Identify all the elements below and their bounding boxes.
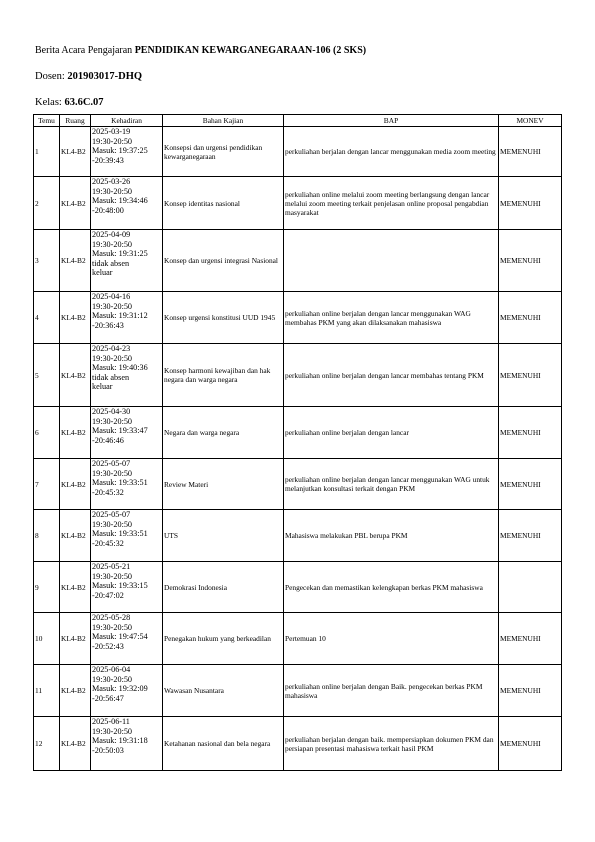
attendance-line: -20:45:32: [92, 487, 124, 497]
attendance-line: 19:30-20:50: [92, 239, 133, 249]
attendance-line: 19:30-20:50: [92, 301, 133, 311]
attendance-line: Masuk: 19:31:18: [92, 736, 148, 746]
attendance-line: -20:56:47: [92, 693, 124, 703]
attendance-line: 19:30-20:50: [92, 353, 133, 363]
attendance-line: 19:30-20:50: [92, 136, 133, 146]
report-title: [35, 45, 366, 56]
cell-kehadiran: [91, 665, 163, 717]
cell-monev: MEMENUHI: [499, 292, 562, 344]
table-row: [34, 127, 562, 177]
attendance-line: Masuk: 19:32:09: [92, 684, 148, 694]
cell-kehadiran: [91, 177, 163, 230]
class-value: 63.6C.07: [64, 97, 104, 108]
cell-ruang: KL4-B2: [60, 510, 91, 562]
cell-bahan-kajian: Demokrasi Indonesia: [163, 562, 284, 613]
cell-bahan-kajian: Konsep harmoni kewajiban dan hak negara dan warga negara: [163, 344, 284, 407]
attendance-line: 2025-05-07: [92, 510, 131, 519]
cell-monev: MEMENUHI: [499, 344, 562, 407]
lecturer-value: 201903017-DHQ: [67, 71, 143, 82]
cell-ruang: KL4-B2: [60, 127, 91, 177]
cell-bahan-kajian: Penegakan hukum yang berkeadilan: [163, 613, 284, 665]
cell-ruang: KL4-B2: [60, 613, 91, 665]
attendance-line: tidak absen: [92, 372, 130, 382]
cell-bap: Mahasiswa melakukan PBL berupa PKM: [284, 510, 499, 562]
attendance-line: -20:47:02: [92, 590, 124, 600]
cell-temu: 7: [34, 459, 60, 510]
cell-kehadiran: [91, 344, 163, 407]
attendance-line: Masuk: 19:31:25: [92, 249, 148, 259]
cell-kehadiran: [91, 562, 163, 613]
attendance-line: Masuk: 19:33:47: [92, 426, 148, 436]
teaching-log-table: [33, 114, 562, 771]
cell-monev: MEMENUHI: [499, 665, 562, 717]
cell-bahan-kajian: Konsep urgensi konstitusi UUD 1945: [163, 292, 284, 344]
cell-bahan-kajian: UTS: [163, 510, 284, 562]
cell-monev: MEMENUHI: [499, 613, 562, 665]
cell-kehadiran: [91, 230, 163, 292]
lecturer-label: Dosen:: [35, 71, 65, 82]
attendance-line: Masuk: 19:31:12: [92, 311, 148, 321]
attendance-line: 2025-04-30: [92, 407, 131, 416]
attendance-line: 2025-05-28: [92, 613, 131, 622]
col-header-monev: MONEV: [499, 115, 562, 127]
cell-bap: perkuliahan online berjalan dengan lancar menggunakan WAG membahas PKM yang akan dilaksanakan mahasiswa: [284, 292, 499, 344]
attendance-line: 19:30-20:50: [92, 674, 133, 684]
attendance-line: 2025-04-16: [92, 292, 131, 301]
attendance-line: 2025-04-09: [92, 230, 131, 239]
table-header-row: [34, 115, 562, 127]
table-body: [34, 127, 562, 771]
attendance-line: Masuk: 19:33:51: [92, 529, 148, 539]
attendance-line: 2025-05-21: [92, 562, 131, 571]
col-header-temu: Temu: [34, 115, 60, 127]
table-row: [34, 344, 562, 407]
cell-bap: perkuliahan online melalui zoom meeting berlangsung dengan lancar melalui zoom meeting terkait penjelasan online proposal pengabdian masyarakat: [284, 177, 499, 230]
cell-ruang: KL4-B2: [60, 230, 91, 292]
cell-bap: perkuliahan online berjalan dengan lancar menggunakan WAG untuk melanjutkan konsultasi terkait dengan PKM: [284, 459, 499, 510]
attendance-line: 19:30-20:50: [92, 186, 133, 196]
cell-bahan-kajian: Konsepsi dan urgensi pendidikan kewarganegaraan: [163, 127, 284, 177]
cell-ruang: KL4-B2: [60, 344, 91, 407]
cell-bap: [284, 230, 499, 292]
cell-ruang: KL4-B2: [60, 177, 91, 230]
attendance-line: 19:30-20:50: [92, 468, 133, 478]
attendance-line: Masuk: 19:40:36: [92, 363, 148, 373]
attendance-line: -20:36:43: [92, 320, 124, 330]
cell-temu: 6: [34, 407, 60, 459]
attendance-line: 19:30-20:50: [92, 726, 133, 736]
cell-bap: perkuliahan berjalan dengan baik. mempersiapkan dokumen PKM dan persiapan presentasi mahasiswa terkait hasil PKM: [284, 717, 499, 771]
cell-bap: perkuliahan berjalan dengan lancar menggunakan media zoom meeting: [284, 127, 499, 177]
cell-ruang: KL4-B2: [60, 717, 91, 771]
attendance-line: 19:30-20:50: [92, 571, 133, 581]
attendance-line: 2025-06-11: [92, 717, 130, 726]
attendance-line: 19:30-20:50: [92, 416, 133, 426]
lecturer-line: [35, 71, 142, 82]
col-header-kehadiran: Kehadiran: [91, 115, 163, 127]
table-row: [34, 562, 562, 613]
cell-kehadiran: [91, 459, 163, 510]
cell-kehadiran: [91, 292, 163, 344]
attendance-line: 2025-05-07: [92, 459, 131, 468]
attendance-line: -20:45:32: [92, 538, 124, 548]
cell-kehadiran: [91, 127, 163, 177]
cell-bap: Pertemuan 10: [284, 613, 499, 665]
attendance-line: -20:50:03: [92, 745, 124, 755]
class-line: [35, 97, 104, 108]
attendance-line: -20:39:43: [92, 155, 124, 165]
attendance-line: 2025-03-26: [92, 177, 131, 186]
title-prefix: Berita Acara Pengajaran: [35, 45, 133, 56]
attendance-line: 2025-03-19: [92, 127, 131, 136]
cell-bap: Pengecekan dan memastikan kelengkapan berkas PKM mahasiswa: [284, 562, 499, 613]
attendance-line: 19:30-20:50: [92, 519, 133, 529]
cell-bap: perkuliahan online berjalan dengan Baik. pengecekan berkas PKM mahasiswa: [284, 665, 499, 717]
table-row: [34, 292, 562, 344]
cell-ruang: KL4-B2: [60, 562, 91, 613]
attendance-line: Masuk: 19:34:46: [92, 196, 148, 206]
cell-temu: 11: [34, 665, 60, 717]
cell-ruang: KL4-B2: [60, 292, 91, 344]
cell-bahan-kajian: Ketahanan nasional dan bela negara: [163, 717, 284, 771]
cell-monev: MEMENUHI: [499, 407, 562, 459]
cell-monev: MEMENUHI: [499, 230, 562, 292]
cell-bap: perkuliahan online berjalan dengan lancar: [284, 407, 499, 459]
cell-temu: 2: [34, 177, 60, 230]
table-row: [34, 230, 562, 292]
attendance-line: 2025-04-23: [92, 344, 131, 353]
attendance-line: Masuk: 19:47:54: [92, 632, 148, 642]
attendance-line: 19:30-20:50: [92, 622, 133, 632]
cell-kehadiran: [91, 510, 163, 562]
attendance-line: keluar: [92, 382, 113, 392]
table-row: [34, 459, 562, 510]
cell-monev: MEMENUHI: [499, 459, 562, 510]
cell-bahan-kajian: Wawasan Nusantara: [163, 665, 284, 717]
cell-temu: 10: [34, 613, 60, 665]
attendance-line: -20:48:00: [92, 205, 124, 215]
class-label: Kelas:: [35, 97, 62, 108]
cell-ruang: KL4-B2: [60, 665, 91, 717]
col-header-bahan-kajian: Bahan Kajian: [163, 115, 284, 127]
table-row: [34, 613, 562, 665]
cell-temu: 9: [34, 562, 60, 613]
cell-bahan-kajian: Negara dan warga negara: [163, 407, 284, 459]
cell-temu: 1: [34, 127, 60, 177]
cell-monev: MEMENUHI: [499, 510, 562, 562]
cell-temu: 5: [34, 344, 60, 407]
cell-ruang: KL4-B2: [60, 459, 91, 510]
attendance-line: keluar: [92, 268, 113, 278]
table-row: [34, 510, 562, 562]
cell-bahan-kajian: Konsep dan urgensi integrasi Nasional: [163, 230, 284, 292]
attendance-line: Masuk: 19:33:51: [92, 478, 148, 488]
cell-bap: perkuliahan online berjalan dengan lancar membahas tentang PKM: [284, 344, 499, 407]
cell-kehadiran: [91, 407, 163, 459]
course-name: PENDIDIKAN KEWARGANEGARAAN-106 (2 SKS): [134, 45, 367, 56]
table-row: [34, 717, 562, 771]
attendance-line: -20:52:43: [92, 641, 124, 651]
col-header-ruang: Ruang: [60, 115, 91, 127]
cell-temu: 12: [34, 717, 60, 771]
cell-ruang: KL4-B2: [60, 407, 91, 459]
attendance-line: 2025-06-04: [92, 665, 131, 674]
cell-monev: MEMENUHI: [499, 127, 562, 177]
cell-monev: MEMENUHI: [499, 177, 562, 230]
attendance-line: Masuk: 19:33:15: [92, 581, 148, 591]
attendance-line: tidak absen: [92, 258, 130, 268]
cell-temu: 3: [34, 230, 60, 292]
cell-temu: 4: [34, 292, 60, 344]
cell-temu: 8: [34, 510, 60, 562]
attendance-line: Masuk: 19:37:25: [92, 146, 148, 156]
cell-kehadiran: [91, 613, 163, 665]
table-row: [34, 665, 562, 717]
cell-kehadiran: [91, 717, 163, 771]
attendance-line: -20:46:46: [92, 435, 124, 445]
table-row: [34, 177, 562, 230]
cell-bahan-kajian: Konsep identitas nasional: [163, 177, 284, 230]
table-row: [34, 407, 562, 459]
col-header-bap: BAP: [284, 115, 499, 127]
cell-monev: MEMENUHI: [499, 717, 562, 771]
cell-monev: [499, 562, 562, 613]
cell-bahan-kajian: Review Materi: [163, 459, 284, 510]
